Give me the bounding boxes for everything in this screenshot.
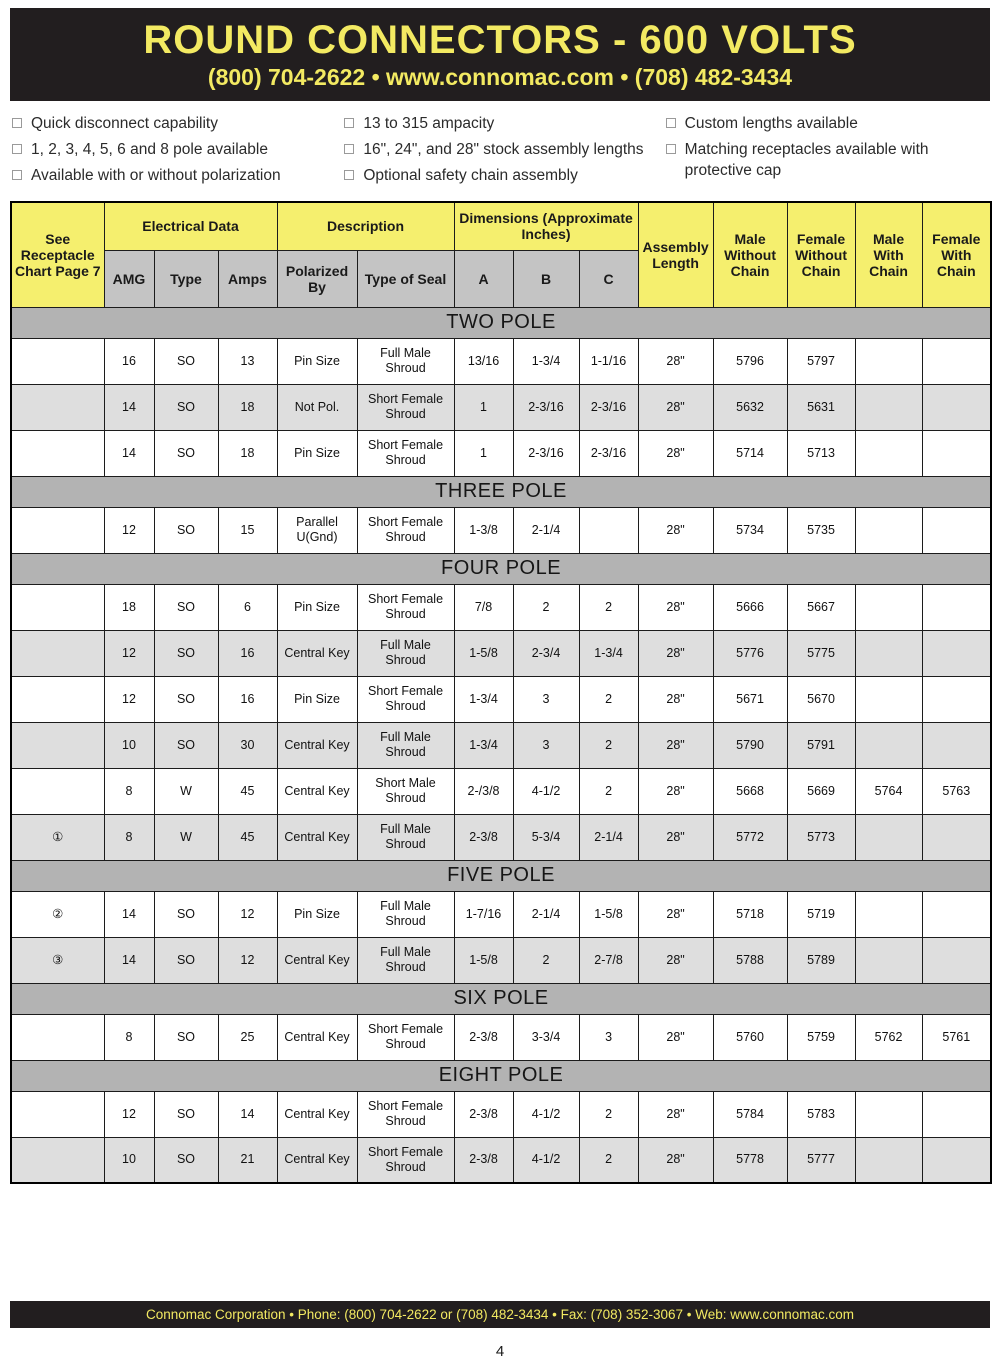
cell-polarized-by: Central Key <box>277 1091 357 1137</box>
cell-female-without-chain: 5777 <box>787 1137 855 1183</box>
section-row <box>11 860 991 891</box>
cell-male-without-chain: 5760 <box>713 1014 787 1060</box>
table-row <box>11 722 991 768</box>
feature-item <box>12 139 344 160</box>
cell-amps: 16 <box>218 630 277 676</box>
cell-type-of-seal: Full Male Shroud <box>357 814 454 860</box>
feature-item-label: Matching receptacles available with protective cap <box>684 141 929 179</box>
cell-dim-c: 2-7/8 <box>579 937 638 983</box>
cell-receptacle-ref <box>11 507 104 553</box>
cell-receptacle-ref <box>11 1091 104 1137</box>
cell-dim-b: 5-3/4 <box>513 814 579 860</box>
col-dim-c: C <box>579 250 638 307</box>
checkbox-square-icon <box>12 118 22 128</box>
cell-male-without-chain: 5776 <box>713 630 787 676</box>
checkbox-square-icon <box>12 144 22 154</box>
cell-assembly-length: 28" <box>638 814 713 860</box>
cell-female-without-chain: 5719 <box>787 891 855 937</box>
cell-amg: 10 <box>104 722 154 768</box>
col-female-with-chain: Female With Chain <box>922 202 991 307</box>
cell-male-with-chain: 5764 <box>855 768 922 814</box>
cell-type: SO <box>154 722 218 768</box>
feature-item <box>344 165 665 186</box>
section-row <box>11 307 991 338</box>
cell-amg: 14 <box>104 937 154 983</box>
cell-type: SO <box>154 1014 218 1060</box>
cell-female-with-chain <box>922 384 991 430</box>
table-row <box>11 430 991 476</box>
cell-dim-b: 4-1/2 <box>513 768 579 814</box>
cell-dim-b: 1-3/4 <box>513 338 579 384</box>
cell-female-with-chain <box>922 937 991 983</box>
feature-item-label: Custom lengths available <box>684 115 858 132</box>
cell-receptacle-ref <box>11 384 104 430</box>
cell-type: SO <box>154 507 218 553</box>
cell-receptacle-ref <box>11 1137 104 1183</box>
cell-female-without-chain: 5797 <box>787 338 855 384</box>
cell-dim-a: 7/8 <box>454 584 513 630</box>
table-row <box>11 1014 991 1060</box>
table-header <box>11 202 991 307</box>
cell-type: SO <box>154 891 218 937</box>
cell-female-without-chain: 5667 <box>787 584 855 630</box>
cell-female-without-chain: 5775 <box>787 630 855 676</box>
footer-bar <box>10 1301 990 1328</box>
cell-dim-a: 1 <box>454 384 513 430</box>
cell-receptacle-ref <box>11 1014 104 1060</box>
cell-female-with-chain: 5761 <box>922 1014 991 1060</box>
cell-male-without-chain: 5778 <box>713 1137 787 1183</box>
page-number: 4 <box>495 1343 505 1360</box>
cell-amps: 18 <box>218 384 277 430</box>
features-column-2 <box>344 113 665 191</box>
cell-female-with-chain <box>922 722 991 768</box>
cell-male-without-chain: 5666 <box>713 584 787 630</box>
catalog-page <box>0 8 1000 1366</box>
feature-item <box>12 113 344 134</box>
cell-dim-a: 1-3/8 <box>454 507 513 553</box>
cell-receptacle-ref <box>11 722 104 768</box>
cell-receptacle-ref <box>11 676 104 722</box>
section-title: TWO POLE <box>11 307 991 338</box>
feature-item <box>344 113 665 134</box>
col-male-without-chain: Male Without Chain <box>713 202 787 307</box>
cell-polarized-by: Pin Size <box>277 338 357 384</box>
cell-dim-a: 1 <box>454 430 513 476</box>
cell-female-without-chain: 5791 <box>787 722 855 768</box>
cell-dim-c: 2 <box>579 722 638 768</box>
cell-male-with-chain <box>855 722 922 768</box>
cell-amg: 16 <box>104 338 154 384</box>
cell-male-with-chain <box>855 814 922 860</box>
cell-dim-c: 2-1/4 <box>579 814 638 860</box>
col-type-of-seal: Type of Seal <box>357 250 454 307</box>
cell-dim-c <box>579 507 638 553</box>
cell-male-without-chain: 5784 <box>713 1091 787 1137</box>
feature-item-label: 1, 2, 3, 4, 5, 6 and 8 pole available <box>31 141 268 158</box>
cell-amg: 14 <box>104 891 154 937</box>
cell-female-without-chain: 5789 <box>787 937 855 983</box>
cell-dim-c: 2 <box>579 676 638 722</box>
cell-receptacle-ref <box>11 630 104 676</box>
cell-male-with-chain <box>855 338 922 384</box>
cell-type-of-seal: Full Male Shroud <box>357 338 454 384</box>
cell-female-with-chain: 5763 <box>922 768 991 814</box>
cell-male-with-chain <box>855 507 922 553</box>
feature-item-label: Optional safety chain assembly <box>363 167 578 184</box>
cell-amps: 18 <box>218 430 277 476</box>
cell-amps: 12 <box>218 891 277 937</box>
section-title: THREE POLE <box>11 476 991 507</box>
cell-amps: 14 <box>218 1091 277 1137</box>
cell-male-with-chain <box>855 676 922 722</box>
title-banner <box>10 8 990 101</box>
cell-female-without-chain: 5783 <box>787 1091 855 1137</box>
cell-type-of-seal: Short Female Shroud <box>357 1137 454 1183</box>
cell-type-of-seal: Full Male Shroud <box>357 891 454 937</box>
cell-type-of-seal: Full Male Shroud <box>357 722 454 768</box>
cell-polarized-by: Central Key <box>277 1137 357 1183</box>
table-row <box>11 891 991 937</box>
cell-male-without-chain: 5796 <box>713 338 787 384</box>
cell-female-without-chain: 5670 <box>787 676 855 722</box>
col-polarized-by: Polarized By <box>277 250 357 307</box>
cell-type-of-seal: Full Male Shroud <box>357 937 454 983</box>
cell-amg: 14 <box>104 430 154 476</box>
cell-type-of-seal: Full Male Shroud <box>357 630 454 676</box>
table-row <box>11 676 991 722</box>
cell-type: W <box>154 814 218 860</box>
col-dim-a: A <box>454 250 513 307</box>
cell-type-of-seal: Short Female Shroud <box>357 384 454 430</box>
cell-female-with-chain <box>922 630 991 676</box>
cell-assembly-length: 28" <box>638 937 713 983</box>
cell-polarized-by: Not Pol. <box>277 384 357 430</box>
connector-table <box>10 201 992 1184</box>
cell-dim-b: 3 <box>513 676 579 722</box>
checkbox-square-icon <box>12 170 22 180</box>
col-dim-b: B <box>513 250 579 307</box>
cell-type: SO <box>154 676 218 722</box>
table-row <box>11 630 991 676</box>
cell-male-with-chain <box>855 430 922 476</box>
cell-dim-a: 2-3/8 <box>454 814 513 860</box>
cell-male-without-chain: 5734 <box>713 507 787 553</box>
cell-assembly-length: 28" <box>638 1091 713 1137</box>
cell-amg: 18 <box>104 584 154 630</box>
cell-type-of-seal: Short Female Shroud <box>357 1014 454 1060</box>
cell-polarized-by: Pin Size <box>277 584 357 630</box>
cell-dim-a: 1-7/16 <box>454 891 513 937</box>
cell-amps: 15 <box>218 507 277 553</box>
cell-polarized-by: Parallel U(Gnd) <box>277 507 357 553</box>
cell-dim-c: 1-5/8 <box>579 891 638 937</box>
cell-female-with-chain <box>922 507 991 553</box>
cell-female-without-chain: 5713 <box>787 430 855 476</box>
col-male-with-chain: Male With Chain <box>855 202 922 307</box>
cell-assembly-length: 28" <box>638 1014 713 1060</box>
cell-female-with-chain <box>922 584 991 630</box>
cell-assembly-length: 28" <box>638 891 713 937</box>
section-title: FOUR POLE <box>11 553 991 584</box>
table-row <box>11 507 991 553</box>
header-group-row <box>11 202 991 250</box>
cell-type: SO <box>154 1137 218 1183</box>
cell-type: SO <box>154 937 218 983</box>
cell-female-without-chain: 5669 <box>787 768 855 814</box>
cell-male-with-chain <box>855 891 922 937</box>
cell-amps: 25 <box>218 1014 277 1060</box>
cell-dim-b: 4-1/2 <box>513 1091 579 1137</box>
feature-item <box>344 139 665 160</box>
cell-female-without-chain: 5759 <box>787 1014 855 1060</box>
cell-amps: 30 <box>218 722 277 768</box>
col-female-without-chain: Female Without Chain <box>787 202 855 307</box>
cell-amg: 12 <box>104 630 154 676</box>
features-column-1 <box>12 113 344 191</box>
cell-polarized-by: Central Key <box>277 814 357 860</box>
cell-male-with-chain <box>855 584 922 630</box>
cell-amps: 16 <box>218 676 277 722</box>
cell-amg: 14 <box>104 384 154 430</box>
section-row <box>11 553 991 584</box>
cell-amg: 12 <box>104 676 154 722</box>
cell-dim-c: 3 <box>579 1014 638 1060</box>
cell-type: SO <box>154 630 218 676</box>
cell-dim-c: 1-1/16 <box>579 338 638 384</box>
cell-receptacle-ref <box>11 430 104 476</box>
cell-polarized-by: Central Key <box>277 722 357 768</box>
cell-dim-a: 2-3/8 <box>454 1137 513 1183</box>
cell-dim-b: 4-1/2 <box>513 1137 579 1183</box>
cell-female-with-chain <box>922 338 991 384</box>
cell-female-with-chain <box>922 430 991 476</box>
section-title: SIX POLE <box>11 983 991 1014</box>
table-row <box>11 1091 991 1137</box>
cell-amps: 12 <box>218 937 277 983</box>
cell-dim-c: 1-3/4 <box>579 630 638 676</box>
contact-line: (800) 704-2622 • www.connomac.com • (708) 482-3434 <box>207 64 793 90</box>
cell-assembly-length: 28" <box>638 722 713 768</box>
cell-female-without-chain: 5773 <box>787 814 855 860</box>
cell-polarized-by: Pin Size <box>277 430 357 476</box>
cell-dim-a: 1-5/8 <box>454 937 513 983</box>
feature-item-label: 16", 24", and 28" stock assembly lengths <box>363 141 644 158</box>
cell-amg: 10 <box>104 1137 154 1183</box>
col-see-receptacle: See Receptacle Chart Page 7 <box>11 202 104 307</box>
cell-assembly-length: 28" <box>638 584 713 630</box>
table-row <box>11 814 991 860</box>
cell-polarized-by: Central Key <box>277 1014 357 1060</box>
cell-dim-c: 2-3/16 <box>579 384 638 430</box>
cell-assembly-length: 28" <box>638 507 713 553</box>
cell-receptacle-ref: ① <box>11 814 104 860</box>
cell-assembly-length: 28" <box>638 768 713 814</box>
table-row <box>11 584 991 630</box>
cell-type-of-seal: Short Female Shroud <box>357 584 454 630</box>
cell-amg: 8 <box>104 768 154 814</box>
cell-amps: 6 <box>218 584 277 630</box>
page-title: ROUND CONNECTORS - 600 VOLTS <box>143 18 857 62</box>
colgroup-description: Description <box>277 202 454 250</box>
cell-assembly-length: 28" <box>638 1137 713 1183</box>
cell-male-without-chain: 5772 <box>713 814 787 860</box>
cell-dim-b: 2-1/4 <box>513 891 579 937</box>
cell-amps: 21 <box>218 1137 277 1183</box>
cell-type-of-seal: Short Female Shroud <box>357 507 454 553</box>
cell-dim-c: 2 <box>579 1137 638 1183</box>
features-column-3 <box>666 113 990 191</box>
cell-type: SO <box>154 384 218 430</box>
colgroup-electrical-data: Electrical Data <box>104 202 277 250</box>
cell-type-of-seal: Short Male Shroud <box>357 768 454 814</box>
cell-male-without-chain: 5671 <box>713 676 787 722</box>
cell-type: SO <box>154 584 218 630</box>
col-amps: Amps <box>218 250 277 307</box>
cell-dim-c: 2 <box>579 584 638 630</box>
cell-dim-a: 2-3/8 <box>454 1014 513 1060</box>
cell-female-with-chain <box>922 814 991 860</box>
cell-type-of-seal: Short Female Shroud <box>357 430 454 476</box>
cell-polarized-by: Pin Size <box>277 676 357 722</box>
checkbox-square-icon <box>666 118 676 128</box>
cell-female-with-chain <box>922 676 991 722</box>
cell-dim-a: 1-3/4 <box>454 676 513 722</box>
cell-male-without-chain: 5632 <box>713 384 787 430</box>
cell-assembly-length: 28" <box>638 630 713 676</box>
footer-contact-line: Connomac Corporation • Phone: (800) 704-2622 or (708) 482-3434 • Fax: (708) 352-3067 • Web: www.connomac.com <box>145 1307 855 1322</box>
cell-assembly-length: 28" <box>638 338 713 384</box>
cell-type-of-seal: Short Female Shroud <box>357 1091 454 1137</box>
table-row <box>11 338 991 384</box>
cell-male-with-chain: 5762 <box>855 1014 922 1060</box>
cell-amg: 12 <box>104 507 154 553</box>
cell-amg: 8 <box>104 1014 154 1060</box>
checkbox-square-icon <box>344 170 354 180</box>
cell-male-without-chain: 5668 <box>713 768 787 814</box>
cell-male-without-chain: 5790 <box>713 722 787 768</box>
section-row <box>11 476 991 507</box>
section-title: EIGHT POLE <box>11 1060 991 1091</box>
cell-assembly-length: 28" <box>638 430 713 476</box>
cell-amg: 8 <box>104 814 154 860</box>
cell-type-of-seal: Short Female Shroud <box>357 676 454 722</box>
cell-dim-b: 2-3/16 <box>513 384 579 430</box>
section-row <box>11 983 991 1014</box>
cell-male-with-chain <box>855 630 922 676</box>
cell-dim-a: 13/16 <box>454 338 513 384</box>
cell-amps: 45 <box>218 814 277 860</box>
col-type: Type <box>154 250 218 307</box>
features-columns <box>12 113 990 191</box>
cell-receptacle-ref <box>11 584 104 630</box>
feature-item-label: Available with or without polarization <box>31 167 281 184</box>
colgroup-dimensions: Dimensions (Approximate Inches) <box>454 202 638 250</box>
cell-female-without-chain: 5631 <box>787 384 855 430</box>
cell-dim-a: 2-/3/8 <box>454 768 513 814</box>
cell-dim-c: 2 <box>579 1091 638 1137</box>
cell-polarized-by: Central Key <box>277 630 357 676</box>
cell-female-with-chain <box>922 891 991 937</box>
feature-item-label: 13 to 315 ampacity <box>363 115 495 132</box>
cell-type: SO <box>154 1091 218 1137</box>
col-amg: AMG <box>104 250 154 307</box>
checkbox-square-icon <box>344 118 354 128</box>
catalog-table-body <box>11 307 991 1183</box>
table-row <box>11 937 991 983</box>
col-assembly-length: Assembly Length <box>638 202 713 307</box>
table-row <box>11 384 991 430</box>
cell-male-without-chain: 5788 <box>713 937 787 983</box>
cell-dim-b: 2 <box>513 584 579 630</box>
cell-receptacle-ref: ② <box>11 891 104 937</box>
cell-dim-b: 2-3/4 <box>513 630 579 676</box>
feature-item <box>666 113 990 134</box>
cell-polarized-by: Central Key <box>277 937 357 983</box>
cell-polarized-by: Central Key <box>277 768 357 814</box>
table-row <box>11 768 991 814</box>
table-row <box>11 1137 991 1183</box>
cell-dim-a: 1-5/8 <box>454 630 513 676</box>
cell-assembly-length: 28" <box>638 384 713 430</box>
cell-type: SO <box>154 338 218 384</box>
cell-receptacle-ref <box>11 338 104 384</box>
cell-amg: 12 <box>104 1091 154 1137</box>
cell-assembly-length: 28" <box>638 676 713 722</box>
cell-amps: 13 <box>218 338 277 384</box>
cell-female-with-chain <box>922 1091 991 1137</box>
cell-dim-a: 2-3/8 <box>454 1091 513 1137</box>
cell-type: W <box>154 768 218 814</box>
feature-item <box>666 139 990 181</box>
section-title: FIVE POLE <box>11 860 991 891</box>
cell-dim-c: 2 <box>579 768 638 814</box>
cell-male-without-chain: 5714 <box>713 430 787 476</box>
cell-receptacle-ref: ③ <box>11 937 104 983</box>
cell-amps: 45 <box>218 768 277 814</box>
cell-polarized-by: Pin Size <box>277 891 357 937</box>
section-row <box>11 1060 991 1091</box>
cell-dim-b: 2-1/4 <box>513 507 579 553</box>
cell-male-with-chain <box>855 1137 922 1183</box>
cell-dim-c: 2-3/16 <box>579 430 638 476</box>
cell-male-with-chain <box>855 384 922 430</box>
cell-male-with-chain <box>855 1091 922 1137</box>
cell-dim-b: 2-3/16 <box>513 430 579 476</box>
cell-dim-b: 3 <box>513 722 579 768</box>
cell-receptacle-ref <box>11 768 104 814</box>
feature-item <box>12 165 344 186</box>
cell-dim-b: 3-3/4 <box>513 1014 579 1060</box>
cell-type: SO <box>154 430 218 476</box>
checkbox-square-icon <box>344 144 354 154</box>
cell-dim-b: 2 <box>513 937 579 983</box>
cell-male-without-chain: 5718 <box>713 891 787 937</box>
cell-female-without-chain: 5735 <box>787 507 855 553</box>
checkbox-square-icon <box>666 144 676 154</box>
cell-male-with-chain <box>855 937 922 983</box>
feature-item-label: Quick disconnect capability <box>31 115 218 132</box>
cell-dim-a: 1-3/4 <box>454 722 513 768</box>
cell-female-with-chain <box>922 1137 991 1183</box>
